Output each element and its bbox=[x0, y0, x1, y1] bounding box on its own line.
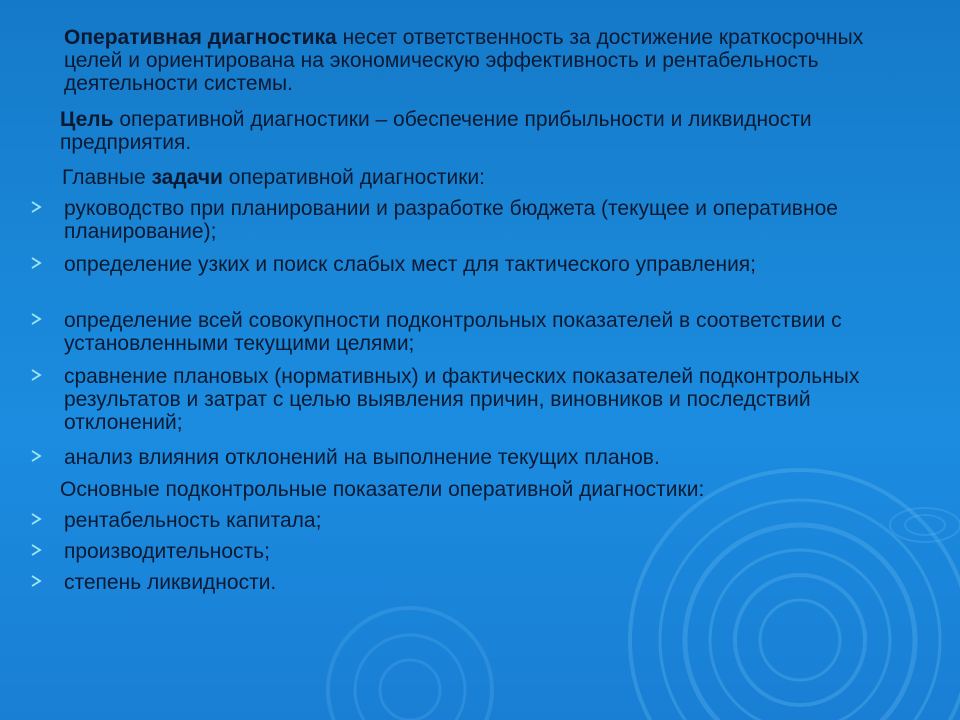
chevron-right-icon bbox=[30, 369, 42, 381]
goal-paragraph bbox=[60, 108, 900, 154]
chevron-right-icon bbox=[30, 575, 42, 587]
intro-paragraph bbox=[64, 26, 904, 95]
chevron-right-icon bbox=[30, 450, 42, 462]
chevron-right-icon bbox=[30, 513, 42, 525]
goal-text: оперативной диагностики – обеспечение прибыльности и ликвидности предприятия. bbox=[60, 108, 812, 154]
list-item-text: определение всей совокупности подконтрольных показателей в соответствии с установленными текущими целями; bbox=[64, 309, 842, 355]
chevron-right-icon bbox=[30, 201, 42, 213]
tasks-heading bbox=[62, 166, 902, 189]
list-item-text: сравнение плановых (нормативных) и фактических показателей подконтрольных результатов и затрат с целью выявления причин, виновников и последствий отклонений; bbox=[64, 365, 860, 434]
intro-bold: Оперативная диагностика bbox=[64, 26, 337, 49]
list-item-text: производительность; bbox=[64, 540, 270, 563]
tasks-heading-after: оперативной диагностики: bbox=[222, 166, 485, 189]
list-item-text: руководство при планировании и разработке бюджета (текущее и оперативное планирование); bbox=[64, 197, 838, 243]
intro-text: несет ответственность за достижение краткосрочных целей и ориентирована на экономическую эффективность и рентабельность деятельности системы. bbox=[64, 26, 864, 95]
indicators-heading: Основные подконтрольные показатели оперативной диагностики: bbox=[60, 478, 705, 501]
list-item-text: рентабельность капитала; bbox=[64, 509, 322, 532]
list-item-text: анализ влияния отклонений на выполнение текущих планов. bbox=[64, 446, 660, 469]
tasks-heading-before: Главные bbox=[62, 166, 152, 189]
list-item-text: определение узких и поиск слабых мест для тактического управления; bbox=[64, 253, 757, 276]
goal-bold: Цель bbox=[60, 108, 114, 131]
chevron-right-icon bbox=[30, 257, 42, 269]
tasks-heading-bold: задачи bbox=[151, 166, 223, 189]
chevron-right-icon bbox=[30, 544, 42, 556]
list-item-text: степень ликвидности. bbox=[64, 571, 277, 594]
chevron-right-icon bbox=[30, 313, 42, 325]
